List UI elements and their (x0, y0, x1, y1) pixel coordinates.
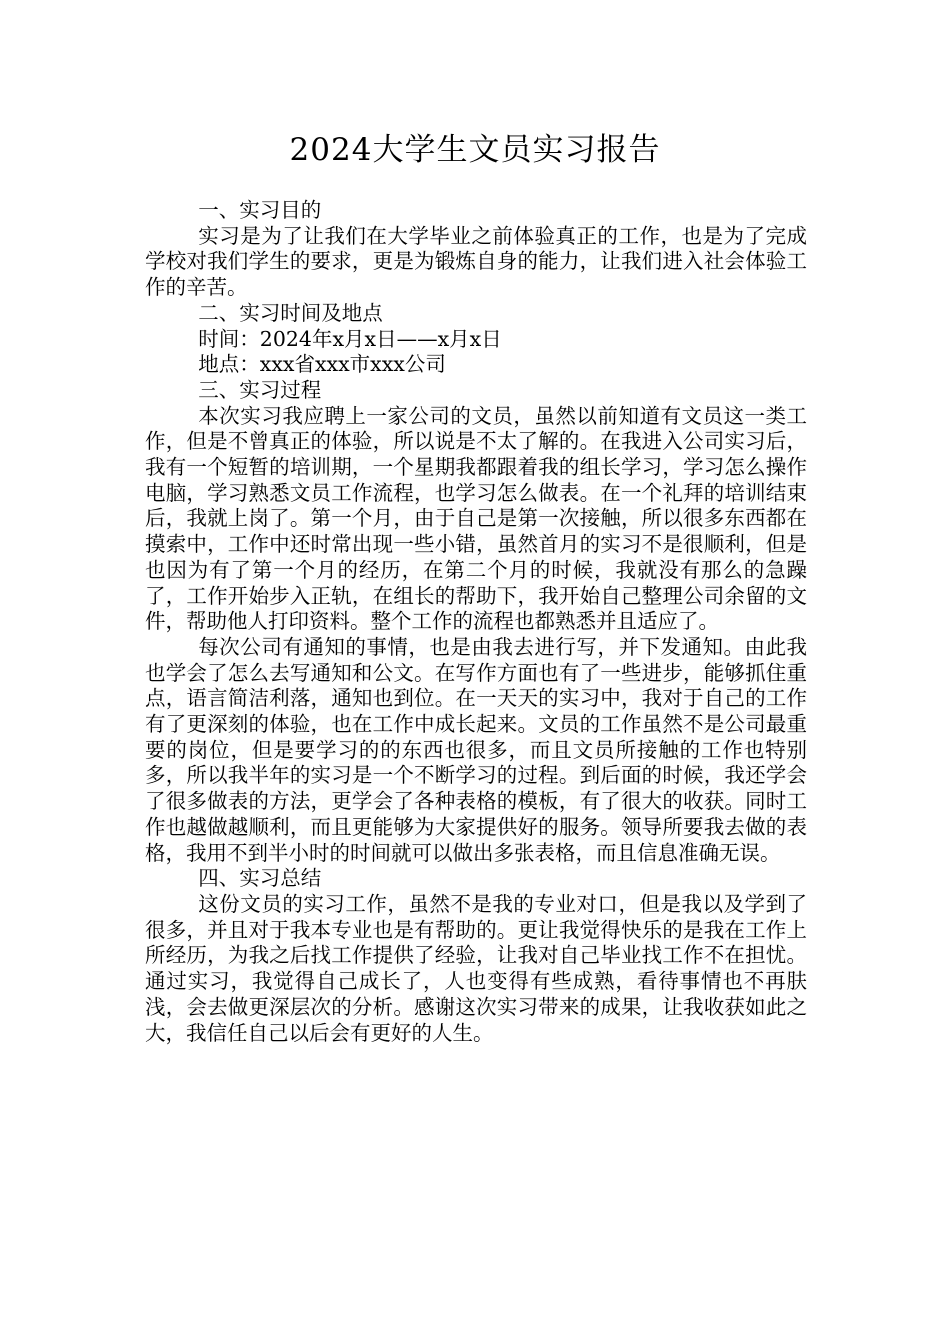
paragraph-place: 地点：xxx省xxx市xxx公司 (198, 352, 446, 377)
paragraph-process-1: 本次实习我应聘上一家公司的文员，虽然以前知道有文员这一类工作，但是不曾真正的体验，所以说是不太了解的。在我进入公司实习后，我有一个短暂的培训期，一个星期我都跟着我的组长学习，学习怎么操作电脑，学习熟悉文员工作流程，也学习怎么做表。在一个礼拜的培训结束后，我就上岗了。第一个月，由于自己是第一次接触，所以很多东西都在摸索中，工作中还时常出现一些小错，虽然首月的实习不是很顺利，但是也因为有了第一个月的经历，在第二个月的时候，我就没有那么的急躁了，工作开始步入正轨，在组长的帮助下，我开始自己整理公司余留的文件，帮助他人打印资料。整个工作的流程也都熟悉并且适应了。 (145, 403, 807, 634)
section-heading-time-place: 二、实习时间及地点 (198, 300, 383, 325)
section-heading-purpose: 一、实习目的 (198, 198, 322, 222)
paragraph-summary: 这份文员的实习工作，虽然不是我的专业对口，但是我以及学到了很多，并且对于我本专业也是有帮助的。更让我觉得快乐的是我在工作上所经历，为我之后找工作提供了经验，让我对自己毕业找工作不在担忧。通过实习，我觉得自己成长了，人也变得有些成熟，看待事情也不再肤浅，会去做更深层次的分析。感谢这次实习带来的成果，让我收获如此之大，我信任自己以后会有更好的人生。 (145, 891, 807, 1045)
paragraph-process-2: 每次公司有通知的事情，也是由我去进行写，并下发通知。由此我也学会了怎么去写通知和公文。在写作方面也有了一些进步，能够抓住重点，语言简洁利落，通知也到位。在一天天的实习中，我对于自己的工作有了更深刻的体验，也在工作中成长起来。文员的工作虽然不是公司最重要的岗位，但是要学习的的东西也很多，而且文员所接触的工作也特别多，所以我半年的实习是一个不断学习的过程。到后面的时候，我还学会了很多做表的方法，更学会了各种表格的模板，有了很大的收获。同时工作也越做越顺利，而且更能够为大家提供好的服务。领导所要我去做的表格，我用不到半小时的时间就可以做出多张表格，而且信息准确无误。 (145, 634, 807, 865)
document-title: 2024大学生文员实习报告 (289, 132, 661, 168)
paragraph-time: 时间：2024年x月x日——x月x日 (198, 326, 502, 351)
section-heading-summary: 四、实习总结 (198, 866, 322, 891)
paragraph-purpose: 实习是为了让我们在大学毕业之前体验真正的工作，也是为了完成学校对我们学生的要求，更是为锻炼自身的能力，让我们进入社会体验工作的辛苦。 (145, 223, 807, 300)
section-heading-process: 三、实习过程 (198, 377, 322, 402)
document-body (145, 198, 807, 1046)
